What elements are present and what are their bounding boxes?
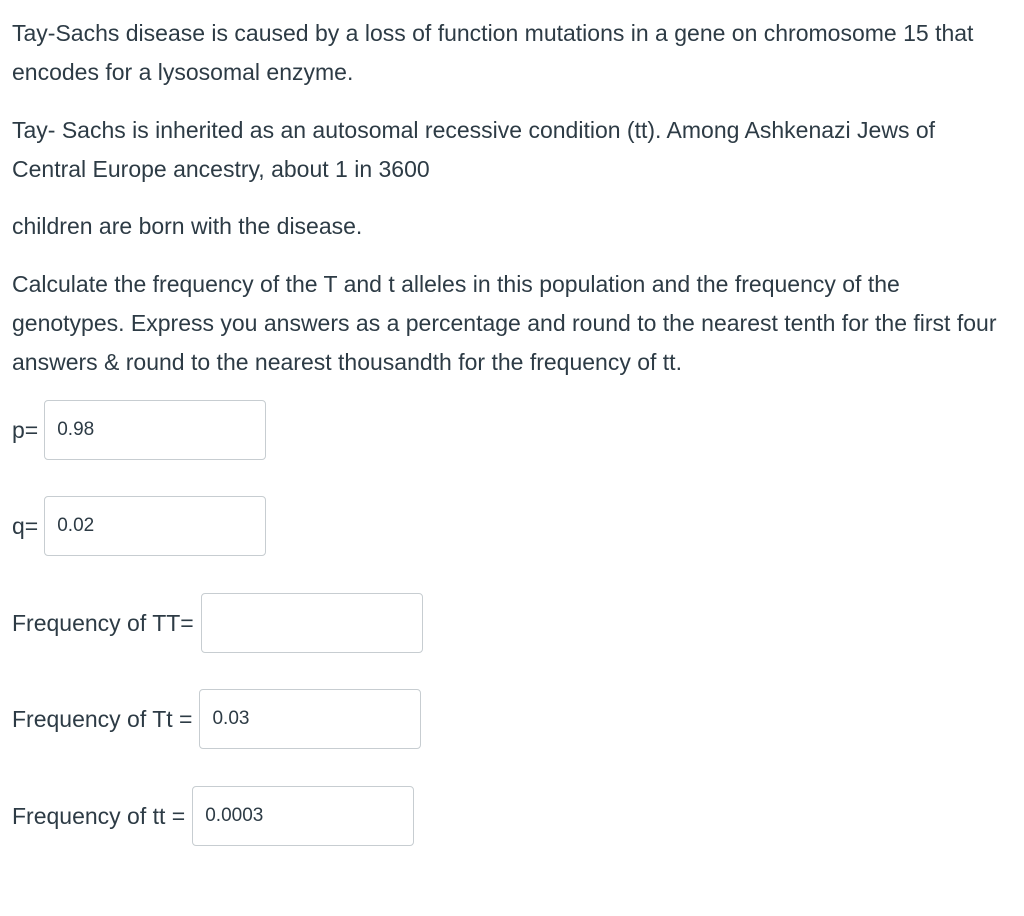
answer-input-frequency-Tt[interactable] [199, 689, 421, 749]
question-paragraph-instructions: Calculate the frequency of the T and t alleles in this population and the frequency of the genotypes. Express you answers as a percentage and round to the nearest tenth for the first four answers & round to the nearest thousandth for the frequency of tt. [12, 271, 997, 375]
answer-input-frequency-TT[interactable] [201, 593, 423, 653]
answer-label-frequency-TT: Frequency of TT= [12, 609, 194, 636]
answer-label-frequency-Tt: Frequency of Tt = [12, 705, 193, 732]
answer-input-frequency-tt[interactable] [192, 786, 414, 846]
answer-row-frequency-TT [12, 592, 423, 654]
answer-row-frequency-Tt [12, 688, 421, 750]
answer-input-q[interactable] [44, 496, 266, 556]
question-paragraph-intro: Tay-Sachs disease is caused by a loss of function mutations in a gene on chromosome 15 that encodes for a lysosomal enzyme. [12, 20, 974, 85]
answer-row-p [12, 399, 266, 461]
question-paragraph-inheritance: Tay- Sachs is inherited as an autosomal recessive condition (tt). Among Ashkenazi Jews of Central Europe ancestry, about 1 in 3600 [12, 117, 936, 182]
answer-input-p[interactable] [44, 400, 266, 460]
answer-row-q [12, 495, 266, 557]
answer-label-q: q= [12, 512, 39, 539]
answer-label-p: p= [12, 416, 39, 443]
answer-label-frequency-tt: Frequency of tt = [12, 802, 186, 829]
question-paragraph-disease-births: children are born with the disease. [12, 213, 363, 239]
answer-row-frequency-tt [12, 785, 414, 847]
